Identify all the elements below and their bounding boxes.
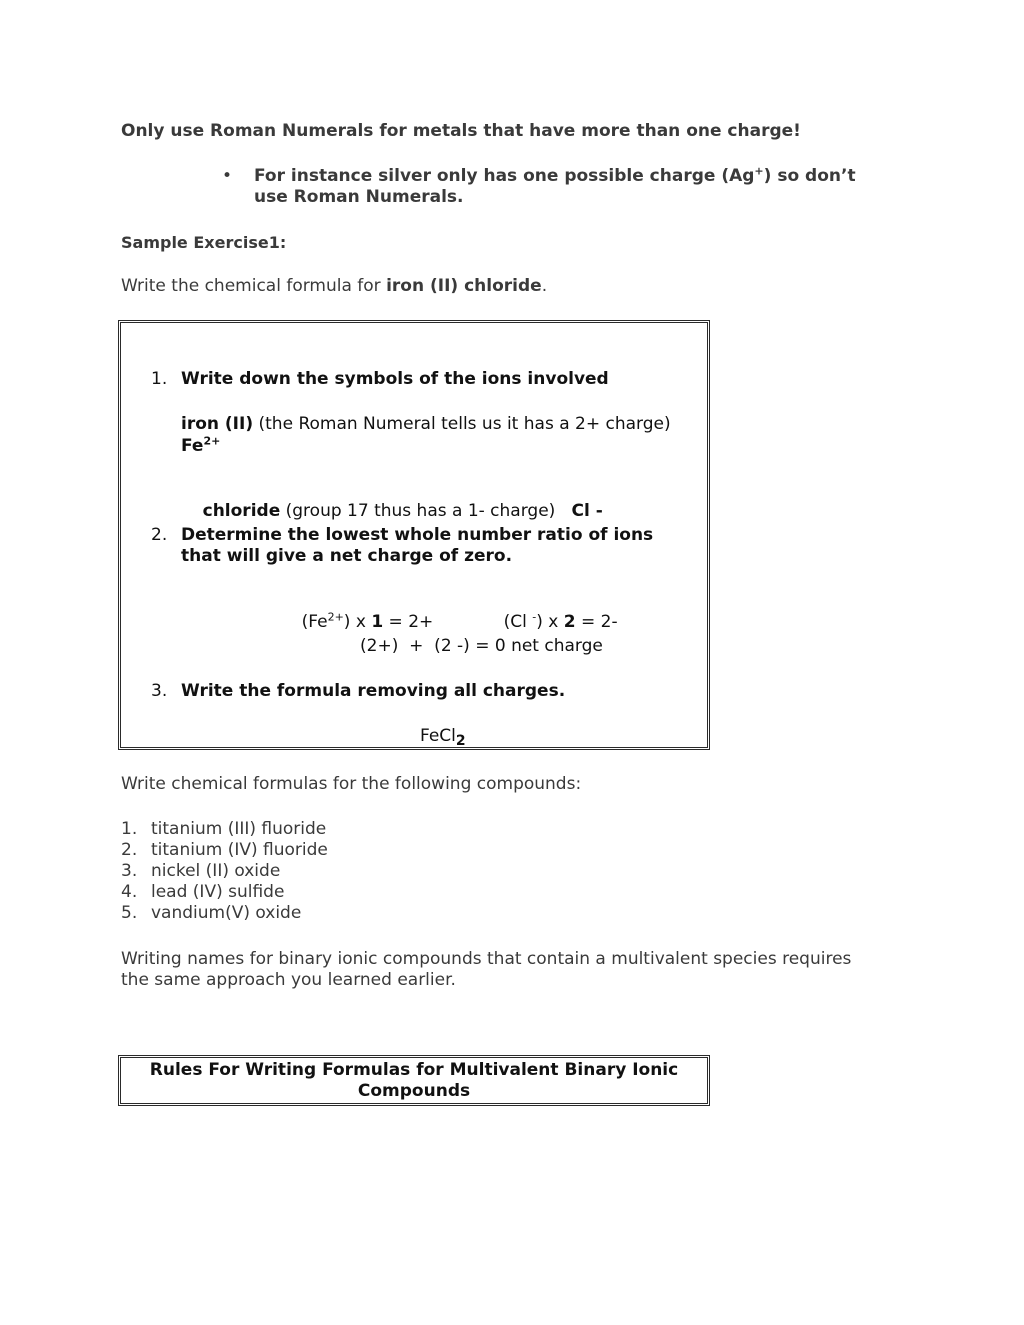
list-item: [121, 819, 327, 840]
step1-number: 1.: [151, 369, 168, 389]
eq-right-c: = 2-: [575, 612, 618, 632]
eq-left-charge: 2+: [327, 610, 344, 624]
chloride-note: (group 17 thus has a 1- charge): [280, 501, 556, 521]
rules-title-line2: Compounds: [357, 1081, 471, 1101]
final-formula-text: FeCl: [420, 726, 456, 746]
intro-rule: Only use Roman Numerals for metals that have more than one charge!: [121, 121, 801, 141]
bullet-text-b: ) so don’t: [763, 166, 856, 186]
eq-left-c: = 2+: [383, 612, 434, 632]
list-item-number: 3.: [121, 861, 138, 881]
final-formula: [420, 726, 466, 747]
list-item-text: lead (IV) sulfide: [151, 882, 285, 902]
exercise-prompt-a: Write the chemical formula for: [121, 276, 387, 296]
final-formula-sub: 2: [455, 733, 466, 749]
list-item: [121, 840, 328, 861]
step2-number: 2.: [151, 525, 168, 545]
list-item-number: 5.: [121, 903, 138, 923]
iron-charge: 2+: [203, 434, 221, 448]
list-item: [121, 882, 285, 903]
bullet-text: [254, 166, 856, 187]
naming-line1: Writing names for binary ionic compounds that contain a multivalent species requires: [121, 949, 852, 969]
rules-title-line1: Rules For Writing Formulas for Multivalent Binary Ionic: [149, 1060, 679, 1080]
step2-title-line1: Determine the lowest whole number ratio of ions: [181, 525, 654, 545]
step3-title: Write the formula removing all charges.: [181, 681, 566, 701]
eq-right-coef: 2: [563, 612, 576, 632]
chloride-name: chloride: [202, 501, 281, 521]
iron-name: iron (II): [181, 414, 254, 434]
eq-left-coef: 1: [371, 612, 384, 632]
iron-symbol: [181, 436, 220, 457]
step3-number: 3.: [151, 681, 168, 701]
eq-right-b: ) x: [536, 612, 564, 632]
step2-title-line2: that will give a net charge of zero.: [181, 546, 513, 566]
bullet-text-line2: use Roman Numerals.: [254, 187, 464, 207]
list-item-text: titanium (III) fluoride: [151, 819, 327, 839]
bullet-marker: •: [222, 166, 233, 186]
list-item: [121, 861, 281, 882]
eq-left-b: ) x: [343, 612, 372, 632]
list-item-number: 1.: [121, 819, 138, 839]
net-charge: (2+) + (2 -) = 0 net charge: [360, 636, 603, 656]
silver-charge: +: [754, 164, 764, 178]
eq-right-charge: -: [532, 610, 537, 624]
exercise-heading: Sample Exercise1:: [121, 233, 287, 252]
iron-symbol-text: Fe: [181, 436, 204, 456]
list-item-text: titanium (IV) fluoride: [151, 840, 328, 860]
iron-note: (the Roman Numeral tells us it has a 2+ charge): [253, 414, 671, 434]
list-item-number: 4.: [121, 882, 138, 902]
practice-prompt: Write chemical formulas for the following compounds:: [121, 774, 582, 794]
step1-title: Write down the symbols of the ions involved: [181, 369, 609, 389]
list-item: [121, 903, 302, 924]
naming-line2: the same approach you learned earlier.: [121, 970, 456, 990]
eq-right-a: (Cl: [503, 612, 533, 632]
exercise-compound: iron (II) chloride: [386, 276, 542, 296]
list-item-text: nickel (II) oxide: [151, 861, 281, 881]
rules-title: [121, 1060, 707, 1102]
chloride-symbol: Cl -: [571, 501, 603, 521]
exercise-prompt: [121, 276, 547, 297]
bullet-text-a: For instance silver only has one possible charge (Ag: [254, 166, 755, 186]
exercise-prompt-end: .: [541, 276, 548, 296]
list-item-number: 2.: [121, 840, 138, 860]
iron-line: [181, 414, 671, 435]
list-item-text: vandium(V) oxide: [151, 903, 302, 923]
practice-list: [121, 819, 328, 924]
eq-left-a: (Fe: [301, 612, 328, 632]
